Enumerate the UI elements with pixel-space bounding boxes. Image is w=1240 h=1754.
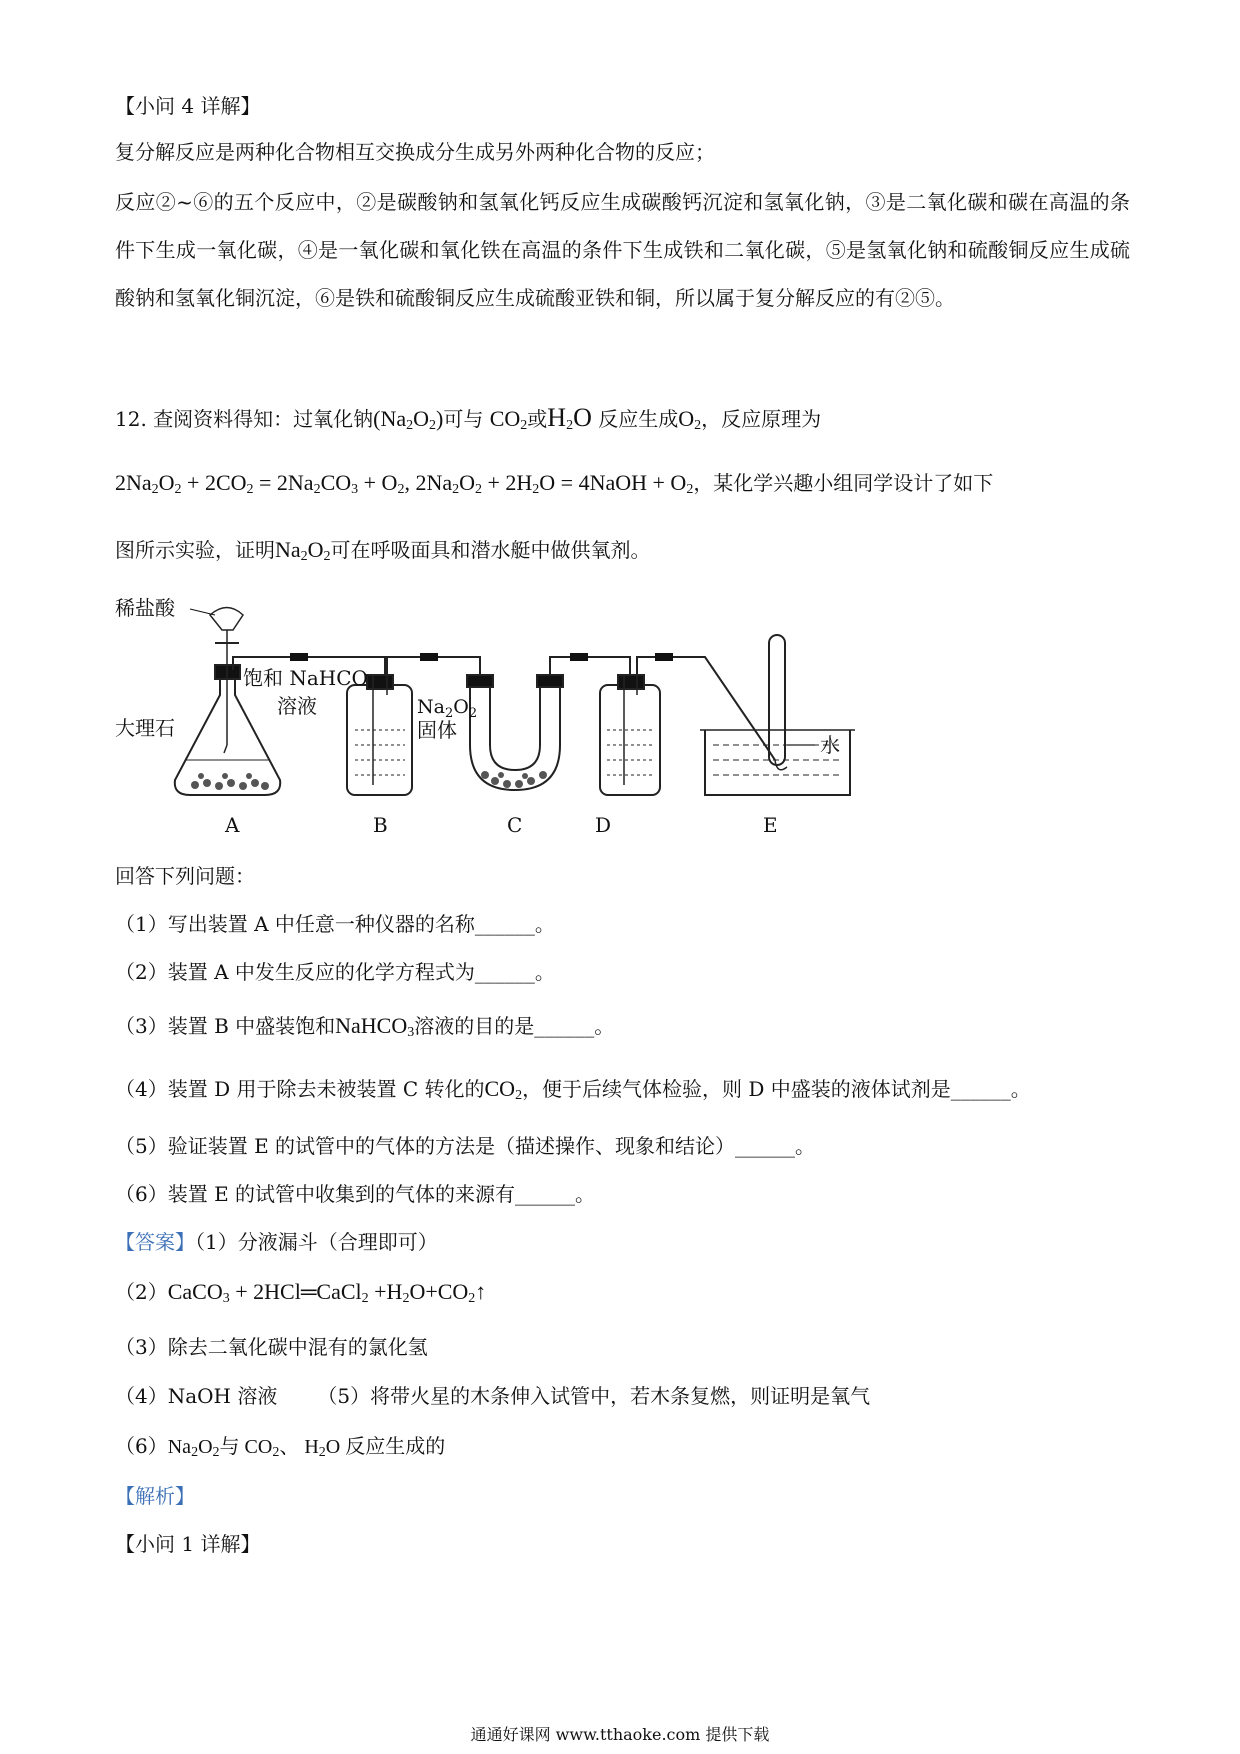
label-water: 水: [820, 733, 840, 757]
subquestion-1-header: 【小问 1 详解】: [115, 1532, 261, 1556]
question-4: [115, 1075, 1031, 1110]
label-c-na2o2: $Na_2O_2$: [417, 696, 478, 721]
question-4-b: ，便于后续气体检验，则 D 中盛装的液体试剂是______。: [522, 1077, 1031, 1101]
section4-p1: 复分解反应是两种化合物相互交换成分生成另外两种化合物的反应；: [115, 140, 715, 164]
answer-2-prefix: （2）: [115, 1280, 168, 1304]
q12-line3-a: 图所示实验，证明: [115, 538, 275, 562]
q12-intro-d: 反应生成: [598, 407, 679, 431]
answer-6-mid: 与: [219, 1434, 240, 1458]
analysis-tag: 【解析】: [115, 1484, 195, 1508]
formula-na2o2: $Na_2O_2$: [275, 537, 331, 564]
label-a: A: [225, 813, 240, 837]
label-marble: 大理石: [115, 716, 175, 740]
answer-6: $(6)Na_2O_2$与 $CO_2$、 $H_2O$ 反应生成的: [115, 1434, 446, 1460]
answer-3: （3）除去二氧化碳中混有的氯化氢: [115, 1335, 428, 1359]
label-c-solid: 固体: [417, 718, 457, 742]
q12-eq-tail: ，某化学兴趣小组同学设计了如下: [693, 471, 994, 495]
q12-intro: [115, 404, 1130, 440]
q12-intro-c: 或: [527, 407, 548, 431]
apparatus-e: [700, 635, 855, 795]
diagram-labels: [115, 596, 840, 837]
answer-1-text: （1）分液漏斗（合理即可）: [195, 1230, 438, 1254]
apparatus-d: [600, 653, 775, 795]
reaction-equations: $2Na_2O_2 + 2CO_2 = 2Na_2CO_3 + O_2$, $2Na_2O_2 + 2H_2O$ = 4NaOH + $O_2$: [115, 470, 694, 497]
label-acid: 稀盐酸: [115, 596, 175, 620]
question-6: （6）装置 E 的试管中收集到的气体的来源有______。: [115, 1182, 596, 1206]
q12-line3: [115, 536, 1130, 571]
label-bsol1: 饱和 NaHCO: [243, 666, 368, 690]
label-c: C: [507, 813, 523, 837]
apparatus-c: [467, 653, 630, 790]
question-3-a: （3）装置 B 中盛装饱和: [115, 1014, 336, 1038]
answer-4-5: [115, 1382, 870, 1410]
apparatus-diagram: [115, 595, 875, 840]
question-4-a: （4）装置 D 用于除去未被装置 C 转化的: [115, 1077, 485, 1101]
answer-2-equation: CaCO$_3$ + 2HCl═CaCl$_2$ $+H_2O+CO_2↑$: [167, 1279, 487, 1306]
analysis-header: [115, 1482, 195, 1510]
question-3-b: 溶液的目的是______。: [414, 1014, 615, 1038]
label-bsol2: 溶液: [277, 694, 317, 718]
label-b: B: [373, 813, 388, 837]
answer-tag: 【答案】: [115, 1230, 195, 1254]
q12-equation-line: [115, 469, 1130, 504]
question-1: （1）写出装置 A 中任意一种仪器的名称______。: [115, 912, 555, 936]
marble-pieces: [191, 773, 269, 790]
answer-5: （5）将带火星的木条伸入试管中，若木条复燃，则证明是氧气: [317, 1384, 871, 1408]
answer-2: [115, 1278, 486, 1313]
formula-h2o: $H_2O$: [547, 403, 592, 433]
question-5: （5）验证装置 E 的试管中的气体的方法是（描述操作、现象和结论）______。: [115, 1134, 816, 1158]
formula-co2-q4: $CO_2$: [484, 1076, 523, 1103]
question-3: [115, 1012, 614, 1047]
label-d: D: [595, 813, 612, 837]
formula-o2: $O_2$: [678, 406, 702, 433]
q12-line3-b: 可在呼吸面具和潜水艇中做供氧剂。: [330, 538, 651, 562]
formula-co2: $CO_2$: [489, 406, 528, 433]
q12-intro-a: 12. 查阅资料得知：过氧化钠: [115, 407, 374, 431]
section4-p2: 反应②~⑥的五个反应中，②是碳酸钠和氢氧化钙反应生成碳酸钙沉淀和氢氧化钠，③是二氧化碳和碳在高温的条件下生成一氧化碳，④是一氧化碳和氧化铁在高温的条件下生成铁和二氧化碳，⑤是氢氧化钠和硫酸铜反应生成硫酸钠和氢氧化铜沉淀，⑥是铁和硫酸铜反应生成硫酸亚铁和铜，所以属于复分解反应的有②⑤。: [115, 190, 1130, 310]
answer-6-prefix: （6）: [115, 1434, 168, 1458]
questions-lead: 回答下列问题：: [115, 864, 255, 888]
formula-na2o2-paren: $(Na_2O_2)$: [373, 406, 444, 433]
answer-1: [115, 1228, 438, 1256]
question-2: （2）装置 A 中发生反应的化学方程式为______。: [115, 960, 555, 984]
answer-6-mid2: 、: [279, 1434, 300, 1458]
q12-intro-b: 可与: [443, 407, 484, 431]
label-e: E: [763, 813, 778, 837]
page-footer: 通通好课网 www.tthaoke.com 提供下载: [470, 1725, 770, 1744]
answer-6-tail: 反应生成的: [345, 1434, 446, 1458]
answer-6-na2o2: $Na_2O_2$: [167, 1436, 220, 1460]
formula-nahco3: NaHCO$_3$: [335, 1013, 415, 1040]
answer-4: （4）NaOH 溶液: [115, 1384, 278, 1408]
q12-intro-e: ，反应原理为: [701, 407, 822, 431]
section4-header: 【小问 4 详解】: [115, 94, 261, 118]
